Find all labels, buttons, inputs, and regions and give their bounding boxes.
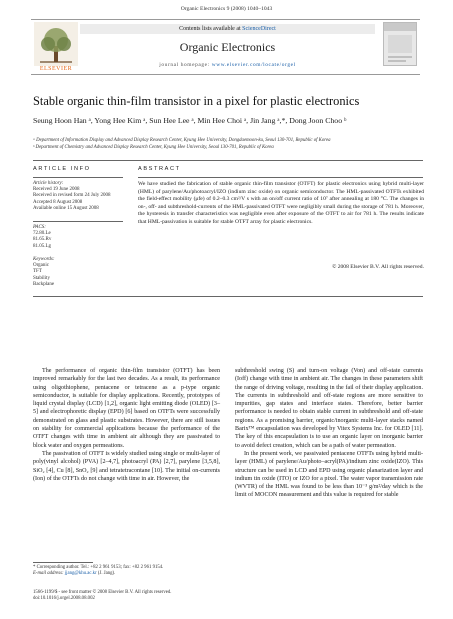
body-paragraph: The performance of organic thin-film transistor (OTFT) has been improved remarkably for the last two decades. As a result, its performance using oligothiophene, pentacene or tetracene as a p-type organic semiconductor, is suitable for display applications. Recently, prototypes of liquid crystal display (LCD) [1,2], organic light emitting diode (OLED) [3–5] and electrophoretic display (EPD) [6] based on OTFTs were successfully demonstrated on glass and plastic substrates. However, there are still issues on stability for commercial applications because the performance of the OTFT changes with time in ambient air although they are passivated to block water and oxygen permeations. [33, 368, 220, 449]
publisher-name: ELSEVIER [39, 66, 73, 72]
history-label: Article history: [33, 181, 64, 186]
keyword-item: Backplane [33, 281, 55, 287]
pacs-item: 81.65.Rv [33, 237, 52, 243]
abstract-copyright: © 2008 Elsevier B.V. All rights reserved. [332, 264, 424, 270]
pacs-item: 72.80.Le [33, 231, 51, 237]
contents-prefix: Contents lists available at [179, 26, 243, 32]
divider [33, 221, 123, 222]
contents-available-line [80, 24, 375, 34]
sciencedirect-link[interactable]: ScienceDirect [242, 26, 276, 32]
history-revised: Received in revised form 24 July 2008 [33, 193, 111, 199]
journal-reference: Organic Electronics 9 (2008) 1040–1043 [180, 6, 273, 12]
keyword-item: Stability [33, 275, 50, 281]
body-column-left [33, 367, 220, 483]
keyword-item: TFT [33, 269, 42, 275]
body-paragraph: The passivation of OTFT is widely studied using single or multi-layer of poly(vinyl alcohol) (PVA) [2–4,7], photoacryl (PA) [2,7], parylene [3,5,8], SiO₂ [4], Cu [8], SnO₂ [9] and tetratetracontane [10]. The initial on-currents (Ion) of the OTFTs do not change with time in air. However, the [33, 450, 220, 482]
keywords [33, 257, 123, 288]
keyword-item: Organic [33, 263, 50, 269]
front-matter-line: 1566-1199/$ - see front matter © 2008 Elsevier B.V. All rights reserved. [33, 590, 172, 595]
body-paragraph: In the present work, we passivated pentacene OTFTs using hybrid multi-layer (HML) of parylene/Au/photo–acryl(PA)/indium zinc oxide(IZO). This structure can be used in LCD and EPD using organic planarization layer and indium tin oxide (ITO) or IZO for a pixel. The water vapor transmission rate (WVTR) of the HML was found to be less than 10⁻³ g/m²/day which is the limit of MOCON measurement and this value is required for stable [235, 450, 423, 499]
footnote-email-line [33, 571, 223, 577]
journal-title: Organic Electronics [179, 40, 276, 54]
corresponding-author-footnote [33, 565, 223, 577]
paper-title: Stable organic thin-film transistor in a pixel for plastic electronics [33, 94, 360, 108]
page-footer [33, 590, 293, 602]
journal-homepage [80, 62, 375, 68]
email-link[interactable]: jjang@khu.ac.kr [64, 571, 97, 577]
history-accepted: Accepted 8 August 2008 [33, 199, 83, 205]
divider [33, 160, 423, 161]
abstract-text: We have studied the fabrication of stable organic thin-film transistor (OTFT) for plastic electronics using hybrid multi-layer (HML) of parylene/Au/photoacryl/IZO (indium zinc oxide) on organic semiconductor. The HML-passivated OTFTs exhibited the field-effect mobility (μfe) of 0.2–0.3 cm²/V s with an on/off current ratio of 10⁷ after annealing at 180 °C. The changes in on-, off- and subthreshold-currents of the HML-passivated OTFT were negligibly small during the storage of 781 h. Moreover, the hysteresis in transfer characteristics was negligible even after exposure of the OTFT to air for 781 h. The results indicate that HML-passivation is suitable for stable OTFT array for plastic electronics. [138, 181, 424, 225]
history-online: Available online 15 August 2008 [33, 205, 99, 211]
footnote-text: * Corresponding author. Tel.: +82 2 961 9153; fax: +82 2 961 9154. [33, 565, 164, 570]
pacs-label: PACS: [33, 225, 46, 230]
footnote-divider [33, 562, 93, 563]
divider [138, 177, 423, 178]
email-suffix: (J. Jang). [96, 571, 116, 577]
body-paragraph: subthreshold swing (S) and turn-on voltage (Von) and off-state currents (Ioff) change with time in ambient air. The changes in these parameters shift the range of driving voltage, resulting in the fail of their display application. The currents in subthreshold and off-state regions are more sensitive to impurities, gap states and interface states. Therefore, better barrier performance is needed to obtain stable current in subthreshold and off-state regions. As a promising barrier, organic/inorganic multi-layer stacks named Barix™ encapsulation was developed by Vitex Systems Inc. for OLED [11]. The key of this encapsulation is to use an organic layer on inorganic barrier to avoid defect creation, which can be a path of water permeation. [235, 368, 423, 449]
keywords-label: Keywords: [33, 257, 55, 262]
doi-line: doi:10.1016/j.orgel.2008.08.002 [33, 596, 95, 602]
homepage-link[interactable]: www.elsevier.com/locate/orgel [211, 62, 296, 68]
body-column-right [235, 367, 423, 500]
abstract-heading: ABSTRACT [138, 166, 181, 172]
divider [33, 177, 123, 178]
pacs-item: 81.05.Lg [33, 243, 52, 249]
article-info-heading: ARTICLE INFO [33, 166, 91, 172]
homepage-prefix: journal homepage: [159, 62, 212, 68]
journal-cover-thumbnail [383, 22, 417, 66]
elsevier-tree-logo [34, 22, 78, 70]
divider [33, 296, 423, 297]
affiliation-a: ᵃ Department of Information Display and Advanced Display Research Center, Kyung Hee University, Dongdaemoon-ku, Seoul 130-701, Republic of Korea [33, 138, 331, 143]
pacs-codes [33, 225, 123, 250]
history-received: Received 19 June 2008 [33, 187, 80, 193]
affiliation-b: ᵇ Department of Chemistry and Advanced Display Research Center, Kyung Hee University, Seoul 130-701, Republic of Korea [33, 145, 274, 150]
email-label: E-mail address: [33, 571, 65, 577]
article-history [33, 181, 123, 212]
author-list: Seung Hoon Han ᵃ, Yong Hee Kim ᵃ, Sun Hee Lee ᵃ, Min Hee Choi ᵃ, Jin Jang ᵃ,*, Dong Joon Choo ᵇ [33, 116, 347, 125]
